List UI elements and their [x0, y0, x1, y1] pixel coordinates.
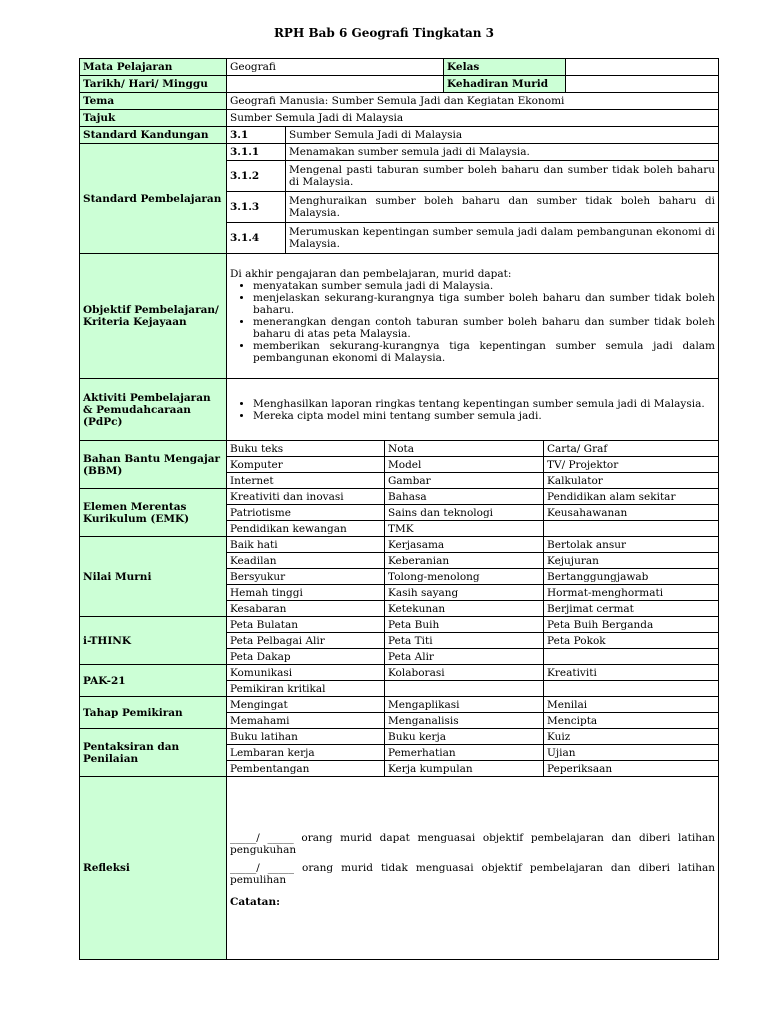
pak21-cell	[544, 681, 719, 697]
tema-value: Geografi Manusia: Sumber Semula Jadi dan Kegiatan Ekonomi	[227, 93, 719, 110]
emk-cell: Kreativiti dan inovasi	[227, 489, 385, 505]
sp-text: Mengenal pasti taburan sumber boleh baharu dan sumber tidak boleh baharu di Malaysia.	[286, 161, 719, 192]
emk-cell: Patriotisme	[227, 505, 385, 521]
pentaksiran-cell: Kerja kumpulan	[385, 761, 544, 777]
pentaksiran-label: Pentaksiran dan Penilaian	[80, 729, 227, 777]
sp-text: Merumuskan kepentingan sumber semula jadi dalam pembangunan ekonomi di Malaysia.	[286, 223, 719, 254]
pentaksiran-cell: Kuiz	[544, 729, 719, 745]
emk-cell: Pendidikan kewangan	[227, 521, 385, 537]
mata-pelajaran-label: Mata Pelajaran	[80, 59, 227, 76]
pak21-cell: Komunikasi	[227, 665, 385, 681]
tarikh-value[interactable]	[227, 76, 444, 93]
bbm-cell: Model	[385, 457, 544, 473]
ithink-cell: Peta Titi	[385, 633, 544, 649]
refleksi-line-pengukuhan: _____/ _____ orang murid dapat menguasai objektif pembelajaran dan diberi latihan pengukuhan	[230, 832, 716, 856]
mata-pelajaran-value[interactable]: Geografi	[227, 59, 444, 76]
emk-cell	[544, 521, 719, 537]
sp-code: 3.1.1	[227, 144, 286, 161]
sp-text: Menamakan sumber semula jadi di Malaysia.	[286, 144, 719, 161]
sp-code: 3.1.3	[227, 192, 286, 223]
bbm-cell: Carta/ Graf	[544, 441, 719, 457]
bbm-cell: Kalkulator	[544, 473, 719, 489]
bbm-cell: Nota	[385, 441, 544, 457]
pentaksiran-cell: Buku latihan	[227, 729, 385, 745]
nilai-cell: Baik hati	[227, 537, 385, 553]
bbm-cell: Gambar	[385, 473, 544, 489]
nilai-cell: Keberanian	[385, 553, 544, 569]
pentaksiran-cell: Ujian	[544, 745, 719, 761]
nilai-cell: Hemah tinggi	[227, 585, 385, 601]
nilai-cell: Ketekunan	[385, 601, 544, 617]
ithink-cell: Peta Buih Berganda	[544, 617, 719, 633]
nilai-cell: Bersyukur	[227, 569, 385, 585]
tahap-cell: Mengingat	[227, 697, 385, 713]
nilai-cell: Berjimat cermat	[544, 601, 719, 617]
ithink-cell: Peta Pokok	[544, 633, 719, 649]
pak21-cell: Pemikiran kritikal	[227, 681, 385, 697]
aktiviti-content	[227, 379, 719, 441]
nilai-cell: Hormat-menghormati	[544, 585, 719, 601]
bbm-cell: Buku teks	[227, 441, 385, 457]
emk-label: Elemen Merentas Kurikulum (EMK)	[80, 489, 227, 537]
bbm-cell: Komputer	[227, 457, 385, 473]
pak21-cell	[385, 681, 544, 697]
objektif-item: • menyatakan sumber semula jadi di Malaysia.	[253, 280, 715, 292]
standard-kandungan-code: 3.1	[227, 127, 286, 144]
tahap-cell: Mencipta	[544, 713, 719, 729]
kelas-label: Kelas	[444, 59, 566, 76]
bbm-cell: TV/ Projektor	[544, 457, 719, 473]
ithink-label: i-THINK	[80, 617, 227, 665]
nilai-label: Nilai Murni	[80, 537, 227, 617]
objektif-list	[230, 280, 715, 364]
kehadiran-label: Kehadiran Murid	[444, 76, 566, 93]
kelas-value[interactable]	[566, 59, 719, 76]
emk-cell: TMK	[385, 521, 544, 537]
nilai-cell: Kesabaran	[227, 601, 385, 617]
ithink-cell: Peta Dakap	[227, 649, 385, 665]
standard-kandungan-label: Standard Kandungan	[80, 127, 227, 144]
tahap-cell: Memahami	[227, 713, 385, 729]
pentaksiran-cell: Buku kerja	[385, 729, 544, 745]
tahap-label: Tahap Pemikiran	[80, 697, 227, 729]
objektif-item: • menjelaskan sekurang-kurangnya tiga sumber boleh baharu dan sumber tidak boleh baharu.	[253, 292, 715, 316]
nilai-cell: Bertolak ansur	[544, 537, 719, 553]
catatan-label: Catatan:	[230, 896, 280, 908]
objektif-intro: Di akhir pengajaran dan pembelajaran, murid dapat:	[230, 268, 512, 280]
refleksi-content	[227, 777, 719, 960]
ithink-cell: Peta Bulatan	[227, 617, 385, 633]
bbm-cell: Internet	[227, 473, 385, 489]
pentaksiran-cell: Peperiksaan	[544, 761, 719, 777]
emk-cell: Sains dan teknologi	[385, 505, 544, 521]
objektif-label: Objektif Pembelajaran/ Kriteria Kejayaan	[80, 254, 227, 379]
nilai-cell: Kasih sayang	[385, 585, 544, 601]
ithink-cell: Peta Alir	[385, 649, 544, 665]
pentaksiran-cell: Lembaran kerja	[227, 745, 385, 761]
ithink-cell: Peta Pelbagai Alir	[227, 633, 385, 649]
ithink-cell: Peta Buih	[385, 617, 544, 633]
aktiviti-list	[230, 398, 715, 422]
pak21-label: PAK-21	[80, 665, 227, 697]
tahap-cell: Menganalisis	[385, 713, 544, 729]
objektif-content	[227, 254, 719, 379]
tajuk-label: Tajuk	[80, 110, 227, 127]
standard-pembelajaran-label: Standard Pembelajaran	[80, 144, 227, 254]
emk-cell: Keusahawanan	[544, 505, 719, 521]
pak21-cell: Kreativiti	[544, 665, 719, 681]
tajuk-value: Sumber Semula Jadi di Malaysia	[227, 110, 719, 127]
refleksi-line-pemulihan: _____/ _____ orang murid tidak menguasai objektif pembelajaran dan diberi latihan pemulihan	[230, 862, 716, 886]
nilai-cell: Keadilan	[227, 553, 385, 569]
nilai-cell: Bertanggungjawab	[544, 569, 719, 585]
aktiviti-item: • Mereka cipta model mini tentang sumber semula jadi.	[253, 410, 715, 422]
tahap-cell: Mengaplikasi	[385, 697, 544, 713]
pak21-cell: Kolaborasi	[385, 665, 544, 681]
bbm-label: Bahan Bantu Mengajar (BBM)	[80, 441, 227, 489]
tarikh-label: Tarikh/ Hari/ Minggu	[80, 76, 227, 93]
tema-label: Tema	[80, 93, 227, 110]
nilai-cell: Kerjasama	[385, 537, 544, 553]
lesson-plan-table	[79, 58, 719, 960]
page-title: RPH Bab 6 Geografi Tingkatan 3	[273, 26, 495, 40]
sp-code: 3.1.2	[227, 161, 286, 192]
tahap-cell: Menilai	[544, 697, 719, 713]
standard-kandungan-text: Sumber Semula Jadi di Malaysia	[286, 127, 719, 144]
objektif-item: • memberikan sekurang-kurangnya tiga kepentingan sumber semula jadi dalam pembangunan ekonomi di Malaysia.	[253, 340, 715, 364]
aktiviti-item: • Menghasilkan laporan ringkas tentang kepentingan sumber semula jadi di Malaysia.	[253, 398, 715, 410]
nilai-cell: Kejujuran	[544, 553, 719, 569]
aktiviti-label: Aktiviti Pembelajaran & Pemudahcaraan (PdPc)	[80, 379, 227, 441]
emk-cell: Bahasa	[385, 489, 544, 505]
nilai-cell: Tolong-menolong	[385, 569, 544, 585]
sp-text: Menghuraikan sumber boleh baharu dan sumber tidak boleh baharu di Malaysia.	[286, 192, 719, 223]
pentaksiran-cell: Pemerhatian	[385, 745, 544, 761]
refleksi-label: Refleksi	[80, 777, 227, 960]
ithink-cell	[544, 649, 719, 665]
pentaksiran-cell: Pembentangan	[227, 761, 385, 777]
emk-cell: Pendidikan alam sekitar	[544, 489, 719, 505]
sp-code: 3.1.4	[227, 223, 286, 254]
objektif-item: • menerangkan dengan contoh taburan sumber boleh baharu dan sumber tidak boleh baharu di atas peta Malaysia.	[253, 316, 715, 340]
kehadiran-value[interactable]	[566, 76, 719, 93]
